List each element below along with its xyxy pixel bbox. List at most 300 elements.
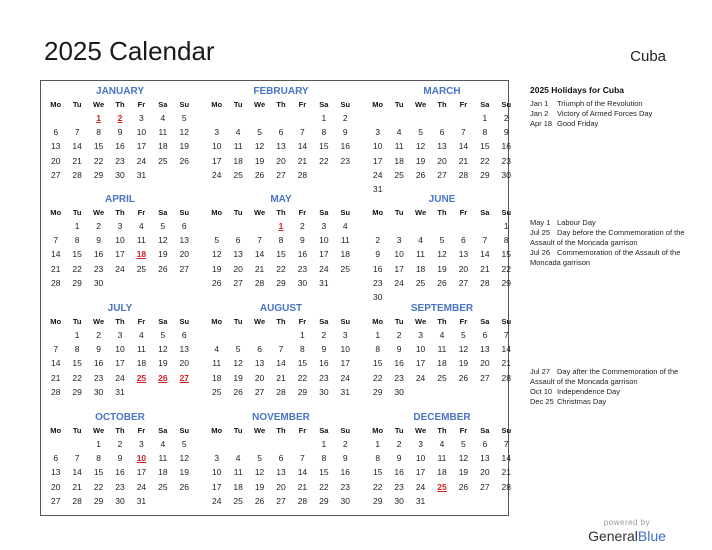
- day-cell: 2: [321, 330, 327, 340]
- day-cell: 6: [53, 127, 59, 138]
- empty-cell: [453, 219, 474, 233]
- empty-cell: [66, 437, 87, 451]
- empty-cell: [66, 111, 87, 125]
- holiday-item: [530, 397, 700, 407]
- holiday-item: [530, 367, 700, 387]
- day-cell: 7: [257, 235, 262, 246]
- weekday-header: Sa: [480, 100, 490, 109]
- day-cell: 27: [480, 481, 490, 492]
- weekday-header: Mo: [211, 100, 223, 109]
- day-cell: 19: [415, 155, 426, 166]
- day-cell: 11: [137, 235, 146, 246]
- day-cell: 24: [340, 372, 351, 383]
- day-cell: 2: [396, 439, 402, 449]
- day-cell: 22: [372, 481, 383, 492]
- weekday-header: Th: [276, 100, 286, 109]
- day-cell: 3: [139, 439, 144, 449]
- holiday-day-cell: 1: [278, 221, 284, 231]
- day-cell: 17: [136, 141, 147, 152]
- day-cell: 12: [211, 249, 222, 260]
- day-cell: 9: [321, 344, 327, 355]
- weekday-header: Mo: [372, 317, 384, 326]
- day-cell: 6: [181, 330, 187, 340]
- day-cell: 27: [50, 169, 61, 180]
- day-cell: 16: [340, 467, 351, 478]
- day-cell: 5: [214, 235, 220, 246]
- empty-cell: [270, 328, 291, 342]
- holiday-name: Labour Day: [557, 218, 596, 227]
- weekday-header: Tu: [233, 208, 243, 217]
- day-cell: 13: [480, 453, 490, 464]
- month-name: JULY: [107, 303, 133, 314]
- day-cell: 24: [372, 169, 383, 180]
- holiday-date: Jul 26: [530, 248, 551, 257]
- day-cell: 2: [96, 330, 101, 340]
- brand-logo: GeneralBlue: [588, 528, 666, 544]
- empty-cell: [453, 111, 474, 125]
- day-cell: 31: [340, 386, 351, 397]
- day-cell: 14: [501, 453, 512, 464]
- day-cell: 30: [372, 291, 383, 302]
- day-cell: 22: [319, 155, 329, 166]
- holiday-date: Jul 27: [530, 367, 551, 376]
- day-cell: 2: [342, 439, 348, 449]
- day-cell: 4: [396, 127, 402, 138]
- day-cell: 7: [461, 127, 466, 138]
- day-cell: 18: [233, 155, 243, 166]
- month-grid: [367, 316, 517, 399]
- day-cell: 8: [74, 235, 80, 246]
- day-cell: 30: [93, 277, 104, 288]
- day-cell: 17: [136, 467, 147, 478]
- day-cell: 4: [235, 127, 241, 138]
- day-cell: 29: [93, 169, 104, 180]
- month-january: [45, 85, 195, 182]
- weekday-header: We: [93, 100, 105, 109]
- day-cell: 28: [458, 169, 469, 180]
- weekday-header: Su: [340, 426, 351, 435]
- day-cell: 19: [254, 481, 265, 492]
- day-cell: 14: [72, 141, 82, 152]
- day-cell: 27: [254, 386, 265, 397]
- weekday-header: Fr: [459, 317, 468, 326]
- day-cell: 12: [437, 249, 447, 260]
- day-cell: 24: [319, 263, 329, 274]
- day-cell: 11: [437, 344, 447, 355]
- day-cell: 23: [501, 155, 512, 166]
- day-cell: 14: [72, 467, 82, 478]
- empty-cell: [431, 111, 452, 125]
- empty-cell: [270, 111, 291, 125]
- day-cell: 13: [50, 467, 61, 478]
- weekday-header: Fr: [137, 426, 146, 435]
- weekday-header: Tu: [394, 426, 404, 435]
- day-cell: 13: [233, 249, 243, 260]
- day-cell: 26: [211, 277, 222, 288]
- weekday-header: Mo: [50, 100, 62, 109]
- day-cell: 8: [96, 127, 101, 138]
- day-cell: 14: [50, 249, 61, 260]
- day-cell: 16: [115, 141, 125, 152]
- day-cell: 20: [437, 155, 447, 166]
- weekday-header: Sa: [319, 426, 329, 435]
- day-cell: 10: [372, 141, 383, 152]
- day-cell: 12: [254, 467, 265, 478]
- day-cell: 18: [340, 249, 351, 260]
- holiday-name: Victory of Armed Forces Day: [557, 109, 653, 118]
- month-grid: [206, 316, 356, 399]
- holiday-date: Oct 10: [530, 387, 553, 396]
- day-cell: 22: [297, 372, 308, 383]
- day-cell: 11: [233, 467, 243, 478]
- day-cell: 25: [233, 495, 243, 506]
- day-cell: 12: [458, 344, 469, 355]
- empty-cell: [206, 437, 227, 451]
- empty-cell: [45, 328, 66, 342]
- empty-cell: [292, 437, 313, 451]
- holiday-item: [530, 248, 700, 268]
- day-cell: 4: [439, 439, 445, 449]
- holiday-date: Jan 1: [530, 99, 549, 108]
- holiday-item: [530, 99, 700, 109]
- day-cell: 11: [158, 453, 168, 464]
- day-cell: 8: [375, 453, 381, 464]
- holiday-name: Good Friday: [557, 119, 599, 128]
- day-cell: 9: [503, 127, 509, 138]
- day-cell: 20: [254, 372, 265, 383]
- day-cell: 3: [117, 330, 123, 340]
- day-cell: 16: [372, 263, 383, 274]
- holiday-day-cell: 2: [117, 113, 123, 123]
- empty-cell: [410, 219, 431, 233]
- day-cell: 31: [115, 386, 125, 397]
- weekday-header: Tu: [72, 100, 82, 109]
- day-cell: 1: [321, 113, 327, 123]
- holiday-item: [530, 228, 700, 248]
- day-cell: 7: [503, 439, 509, 449]
- day-cell: 27: [458, 277, 469, 288]
- day-cell: 3: [342, 330, 348, 340]
- weekday-header: Th: [115, 208, 125, 217]
- weekday-header: We: [93, 426, 105, 435]
- day-cell: 3: [214, 127, 220, 138]
- day-cell: 18: [211, 372, 222, 383]
- day-cell: 29: [276, 277, 286, 288]
- day-cell: 18: [158, 141, 168, 152]
- day-cell: 9: [342, 127, 348, 138]
- day-cell: 2: [503, 113, 509, 123]
- day-cell: 25: [158, 155, 168, 166]
- empty-cell: [45, 219, 66, 233]
- day-cell: 23: [372, 277, 383, 288]
- day-cell: 9: [117, 453, 123, 464]
- day-cell: 2: [396, 330, 402, 340]
- weekday-header: We: [415, 100, 427, 109]
- empty-cell: [227, 328, 248, 342]
- weekday-header: Sa: [480, 208, 490, 217]
- day-cell: 26: [458, 372, 469, 383]
- day-cell: 4: [235, 453, 241, 464]
- day-cell: 14: [297, 467, 308, 478]
- weekday-header: Su: [501, 100, 512, 109]
- holiday-name: Independence Day: [557, 387, 620, 396]
- weekday-header: Fr: [137, 100, 146, 109]
- weekday-header: Sa: [158, 100, 168, 109]
- weekday-header: Th: [115, 100, 125, 109]
- month-grid: [45, 425, 195, 508]
- day-cell: 17: [319, 249, 329, 260]
- day-cell: 22: [72, 372, 82, 383]
- day-cell: 22: [93, 155, 104, 166]
- weekday-header: Fr: [298, 426, 307, 435]
- weekday-header: Su: [340, 317, 351, 326]
- empty-cell: [206, 328, 227, 342]
- day-cell: 23: [93, 263, 104, 274]
- weekday-header: Su: [179, 317, 190, 326]
- day-cell: 29: [319, 495, 329, 506]
- day-cell: 24: [415, 372, 426, 383]
- weekday-header: We: [254, 426, 266, 435]
- month-april: [45, 193, 195, 290]
- day-cell: 5: [461, 330, 466, 340]
- day-cell: 17: [211, 481, 222, 492]
- day-cell: 15: [501, 249, 512, 260]
- day-cell: 18: [136, 358, 147, 369]
- day-cell: 2: [342, 113, 348, 123]
- day-cell: 28: [50, 386, 61, 397]
- day-cell: 6: [278, 127, 284, 138]
- weekday-header: Mo: [50, 317, 62, 326]
- weekday-header: Su: [501, 208, 512, 217]
- empty-cell: [206, 111, 227, 125]
- empty-cell: [388, 219, 409, 233]
- day-cell: 30: [115, 169, 125, 180]
- day-cell: 15: [276, 249, 286, 260]
- weekday-header: We: [415, 208, 427, 217]
- empty-cell: [431, 219, 452, 233]
- holiday-date: Dec 25: [530, 397, 554, 406]
- day-cell: 1: [503, 221, 509, 231]
- day-cell: 8: [503, 235, 509, 246]
- holiday-day-cell: 10: [136, 453, 147, 464]
- day-cell: 14: [458, 141, 469, 152]
- day-cell: 11: [233, 141, 243, 152]
- day-cell: 26: [179, 155, 190, 166]
- day-cell: 21: [72, 155, 82, 166]
- day-cell: 7: [74, 453, 80, 464]
- day-cell: 22: [93, 481, 104, 492]
- day-cell: 17: [340, 358, 351, 369]
- holiday-day-cell: 26: [158, 372, 168, 383]
- day-cell: 18: [394, 155, 404, 166]
- day-cell: 28: [297, 495, 308, 506]
- day-cell: 10: [394, 249, 404, 260]
- day-cell: 1: [74, 330, 80, 340]
- month-february: [206, 85, 356, 182]
- empty-cell: [388, 111, 409, 125]
- weekday-header: Su: [340, 208, 351, 217]
- weekday-header: Tu: [394, 317, 404, 326]
- day-cell: 12: [254, 141, 265, 152]
- day-cell: 12: [158, 235, 168, 246]
- day-cell: 1: [482, 113, 488, 123]
- day-cell: 8: [300, 344, 305, 355]
- day-cell: 9: [96, 344, 101, 355]
- day-cell: 16: [394, 467, 404, 478]
- day-cell: 3: [375, 127, 381, 138]
- day-cell: 23: [93, 372, 104, 383]
- day-cell: 15: [72, 249, 82, 260]
- day-cell: 5: [160, 221, 166, 231]
- day-cell: 19: [233, 372, 243, 383]
- weekday-header: Th: [276, 317, 286, 326]
- weekday-header: Sa: [480, 426, 490, 435]
- month-december: [367, 411, 517, 508]
- day-cell: 19: [158, 249, 168, 260]
- brand-footer[interactable]: [585, 518, 669, 544]
- month-june: [367, 193, 517, 304]
- month-name: APRIL: [105, 194, 135, 205]
- day-cell: 29: [480, 169, 490, 180]
- day-cell: 1: [375, 330, 381, 340]
- day-cell: 15: [480, 141, 490, 152]
- day-cell: 26: [254, 495, 265, 506]
- day-cell: 12: [458, 453, 469, 464]
- day-cell: 23: [340, 155, 351, 166]
- weekday-header: Su: [179, 426, 190, 435]
- day-cell: 9: [117, 127, 123, 138]
- day-cell: 22: [72, 263, 82, 274]
- day-cell: 20: [276, 155, 286, 166]
- day-cell: 19: [437, 263, 447, 274]
- day-cell: 23: [394, 481, 404, 492]
- day-cell: 5: [181, 113, 187, 123]
- month-grid: [45, 316, 195, 399]
- day-cell: 19: [458, 358, 469, 369]
- holiday-name: Day after the Commemoration of the Assault of the Moncada garrison: [530, 367, 679, 386]
- weekday-header: Sa: [319, 100, 329, 109]
- empty-cell: [367, 219, 388, 233]
- day-cell: 3: [139, 113, 144, 123]
- day-cell: 29: [72, 277, 82, 288]
- day-cell: 17: [115, 358, 125, 369]
- day-cell: 16: [340, 141, 351, 152]
- day-cell: 6: [278, 453, 284, 464]
- weekday-header: We: [93, 317, 105, 326]
- day-cell: 8: [74, 344, 80, 355]
- day-cell: 27: [179, 263, 190, 274]
- weekday-header: We: [254, 208, 266, 217]
- day-cell: 21: [50, 372, 61, 383]
- day-cell: 29: [297, 386, 308, 397]
- day-cell: 3: [396, 235, 402, 246]
- day-cell: 17: [415, 467, 426, 478]
- day-cell: 31: [319, 277, 329, 288]
- day-cell: 28: [480, 277, 490, 288]
- empty-cell: [45, 437, 66, 451]
- day-cell: 20: [480, 467, 490, 478]
- month-october: [45, 411, 195, 508]
- day-cell: 19: [179, 141, 190, 152]
- day-cell: 14: [254, 249, 265, 260]
- day-cell: 11: [394, 141, 404, 152]
- day-cell: 30: [297, 277, 308, 288]
- day-cell: 18: [437, 467, 447, 478]
- day-cell: 22: [501, 263, 512, 274]
- day-cell: 13: [480, 344, 490, 355]
- day-cell: 10: [115, 344, 125, 355]
- day-cell: 15: [72, 358, 82, 369]
- weekday-header: Fr: [298, 317, 307, 326]
- weekday-header: Mo: [50, 426, 62, 435]
- day-cell: 13: [50, 141, 61, 152]
- day-cell: 7: [53, 344, 59, 355]
- day-cell: 5: [257, 453, 262, 464]
- weekday-header: Th: [276, 208, 286, 217]
- day-cell: 19: [458, 467, 469, 478]
- day-cell: 25: [158, 481, 168, 492]
- day-cell: 25: [233, 169, 243, 180]
- day-cell: 14: [501, 344, 512, 355]
- day-cell: 20: [179, 358, 190, 369]
- day-cell: 15: [372, 467, 383, 478]
- day-cell: 27: [50, 495, 61, 506]
- weekday-header: Fr: [298, 208, 307, 217]
- day-cell: 20: [50, 155, 61, 166]
- day-cell: 15: [297, 358, 308, 369]
- day-cell: 5: [257, 127, 262, 138]
- day-cell: 10: [415, 453, 426, 464]
- holiday-name: Christmas Day: [557, 397, 607, 406]
- day-cell: 22: [276, 263, 286, 274]
- month-name: OCTOBER: [95, 412, 145, 423]
- day-cell: 20: [179, 249, 190, 260]
- month-grid: [45, 99, 195, 182]
- holiday-list-q1: [530, 85, 700, 129]
- weekday-header: Sa: [158, 426, 168, 435]
- day-cell: 17: [415, 358, 426, 369]
- day-cell: 8: [482, 127, 488, 138]
- empty-cell: [227, 219, 248, 233]
- empty-cell: [249, 111, 270, 125]
- day-cell: 23: [340, 481, 351, 492]
- day-cell: 28: [297, 169, 308, 180]
- month-name: JUNE: [428, 194, 456, 205]
- day-cell: 4: [342, 221, 348, 231]
- month-grid: [206, 99, 356, 182]
- weekday-header: We: [415, 317, 427, 326]
- weekday-header: Sa: [319, 317, 329, 326]
- day-cell: 8: [278, 235, 284, 246]
- day-cell: 2: [300, 221, 305, 231]
- holiday-day-cell: 1: [96, 113, 101, 123]
- day-cell: 30: [501, 169, 512, 180]
- day-cell: 7: [74, 127, 80, 138]
- day-cell: 30: [340, 495, 351, 506]
- weekday-header: Tu: [233, 426, 243, 435]
- day-cell: 16: [319, 358, 329, 369]
- day-cell: 5: [461, 439, 466, 449]
- weekday-header: Mo: [211, 208, 223, 217]
- day-cell: 30: [115, 495, 125, 506]
- weekday-header: Su: [501, 426, 512, 435]
- day-cell: 29: [93, 495, 104, 506]
- day-cell: 1: [375, 439, 381, 449]
- weekday-header: Mo: [211, 426, 223, 435]
- day-cell: 4: [160, 113, 166, 123]
- day-cell: 24: [115, 372, 125, 383]
- holiday-date: May 1: [530, 218, 551, 227]
